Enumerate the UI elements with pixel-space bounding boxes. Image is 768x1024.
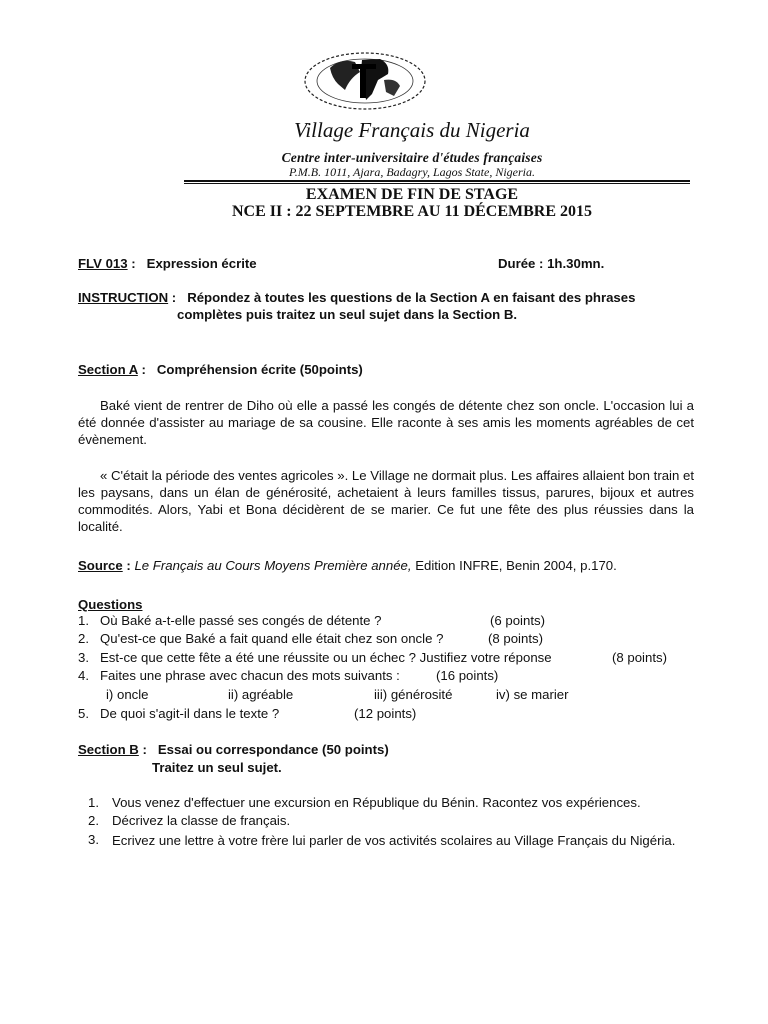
passage-paragraph-2: « C'était la période des ventes agricoles ». Le Village ne dormait plus. Les affaires allaient bon train et les paysans, dans un élan de générosité, achetaient à leurs familles tissus, parures, bijoux et autres commodités. Alors, Yabi et Bona décidèrent de se marier. Ce fut une fête des plus réussies dans la localité.	[78, 468, 694, 534]
question-1-points: (6 points)	[490, 613, 545, 628]
section-a-label: Section A	[78, 362, 138, 377]
question-1: 1. Où Baké a-t-elle passé ses congés de détente ?	[78, 613, 382, 628]
topic-3: Ecrivez une lettre à votre frère lui parler de vos activités scolaires au Village Français du Nigéria.	[112, 833, 676, 848]
section-b-subtitle: Traitez un seul sujet.	[152, 760, 282, 775]
topic-1: Vous venez d'effectuer une excursion en République du Bénin. Racontez vos expériences.	[112, 795, 641, 810]
exam-subtitle: NCE II : 22 SEPTEMBRE AU 11 DÉCEMBRE 2015	[231, 203, 593, 220]
course-code: FLV 013	[78, 256, 128, 271]
source-label: Source	[78, 558, 123, 573]
topic-1-num: 1.	[88, 795, 99, 810]
institution-logo	[300, 50, 430, 112]
question-2-points: (8 points)	[488, 631, 543, 646]
questions-heading: Questions	[78, 597, 143, 612]
question-5: 5. De quoi s'agit-il dans le texte ?	[78, 706, 280, 721]
passage-paragraph-1: Baké vient de rentrer de Diho où elle a passé les congés de détente chez son oncle. L'occasion lui a été donnée d'assister au mariage de sa cousine. Elle raconte à ses amis les moments agréables de cet évènement.	[78, 398, 694, 447]
section-b-title: Essai ou correspondance (50 points)	[157, 742, 389, 757]
section-a-title: Compréhension écrite (50points)	[156, 362, 363, 377]
question-2: 2. Qu'est-ce que Baké a fait quand elle était chez son oncle ?	[78, 631, 444, 646]
question-4-points: (16 points)	[436, 668, 499, 683]
topic-2-num: 2.	[88, 813, 99, 828]
course-name: Expression écrite	[146, 256, 257, 271]
source-title: Le Français au Cours Moyens Première année,	[134, 558, 412, 573]
section-b-heading: Section B : Essai ou correspondance (50 points)	[78, 742, 389, 757]
course-line: FLV 013 : Expression écrite	[78, 256, 257, 271]
question-5-points: (12 points)	[354, 706, 417, 721]
word-4: iv) se marier	[496, 687, 569, 702]
question-3-points: (8 points)	[612, 650, 667, 665]
topic-3-num: 3.	[88, 832, 99, 847]
header-rule-thin	[184, 183, 690, 184]
centre-name: Centre inter-universitaire d'études françaises	[281, 150, 543, 165]
question-3: 3. Est-ce que cette fête a été une réussite ou un échec ? Justifiez votre réponse	[78, 650, 552, 665]
word-2: ii) agréable	[228, 687, 294, 702]
header-rule	[184, 180, 690, 182]
exam-title: EXAMEN DE FIN DE STAGE	[305, 186, 519, 203]
source-line: Source : Le Français au Cours Moyens Première année, Edition INFRE, Benin 2004, p.170.	[78, 558, 617, 573]
instruction-label: INSTRUCTION	[78, 290, 169, 305]
section-b-label: Section B	[78, 742, 139, 757]
word-1: i) oncle	[106, 687, 149, 702]
section-a-heading: Section A : Compréhension écrite (50points)	[78, 362, 363, 377]
topic-2: Décrivez la classe de français.	[112, 813, 291, 828]
question-4: 4. Faites une phrase avec chacun des mots suivants :	[78, 668, 400, 683]
duration: Durée : 1h.30mn.	[498, 256, 605, 271]
instruction-line2: complètes puis traitez un seul sujet dans la Section B.	[177, 307, 518, 322]
instruction-line1: INSTRUCTION : Répondez à toutes les questions de la Section A en faisant des phrases	[78, 290, 636, 305]
institution-name: Village Français du Nigeria	[294, 118, 530, 142]
word-3: iii) générosité	[374, 687, 453, 702]
address: P.M.B. 1011, Ajara, Badagry, Lagos State, Nigeria.	[288, 165, 535, 179]
